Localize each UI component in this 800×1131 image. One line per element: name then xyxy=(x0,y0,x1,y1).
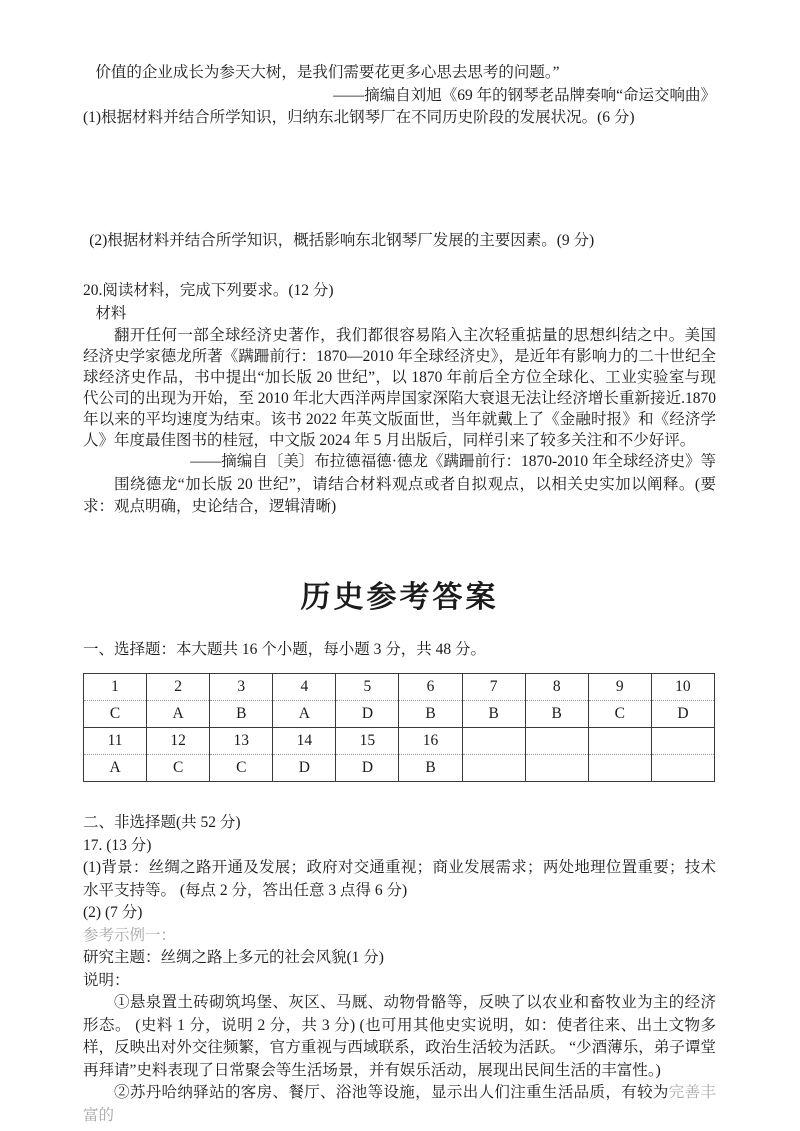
table-cell: 13 xyxy=(210,728,273,755)
mcq-section-heading: 一、选择题：本大题共 16 个小题，每小题 3 分，共 48 分。 xyxy=(83,640,487,658)
table-cell: 4 xyxy=(273,674,336,701)
table-cell xyxy=(588,728,651,755)
q17-point-2-main: ②苏丹哈纳驿站的客房、餐厅、浴池等设施，显示出人们注重生活品质，有较为 xyxy=(114,1084,669,1102)
table-cell xyxy=(651,755,714,782)
table-cell: 12 xyxy=(147,728,210,755)
table-cell: B xyxy=(399,701,462,728)
q17-label: 17. (13 分) xyxy=(83,836,152,854)
q20-task: 围绕德龙“加长版 20 世纪”，请结合材料观点或者自拟观点，以相关史实加以阐释。(要求：观点明确，史论结合，逻辑清晰) xyxy=(83,475,716,515)
q17-part1-answer: (1)背景：丝绸之路开通及发展；政府对交通重视；商业发展需求；两处地理位置重要；技术水平支持等。 (每点 2 分，答出任意 3 点得 6 分) xyxy=(83,859,716,899)
table-row-question-numbers-1-10 xyxy=(84,674,715,701)
question-19-section xyxy=(83,62,716,252)
table-cell: B xyxy=(210,701,273,728)
table-cell: C xyxy=(210,755,273,782)
table-row-question-numbers-11-16 xyxy=(84,728,715,755)
q20-material-label: 材料 xyxy=(95,304,127,322)
question-20-section xyxy=(83,280,716,519)
table-cell: 16 xyxy=(399,728,462,755)
q20-source-attribution: ——摘编自〔美〕布拉德福德·德龙《蹒跚前行：1870-2010 年全球经济史》等 xyxy=(190,453,716,470)
table-cell: B xyxy=(462,701,525,728)
table-cell: 8 xyxy=(525,674,588,701)
table-cell: D xyxy=(651,701,714,728)
q19-part1: (1)根据材料并结合所学知识，归纳东北钢琴厂在不同历史阶段的发展状况。(6 分) xyxy=(83,109,635,126)
mcq-answer-table xyxy=(83,673,715,782)
question-17-answers xyxy=(83,835,716,1128)
table-cell: 1 xyxy=(84,674,147,701)
table-cell: 2 xyxy=(147,674,210,701)
table-cell: D xyxy=(273,755,336,782)
q19-quote-line: 价值的企业成长为参天大树，是我们需要花更多心思去思考的问题。” xyxy=(95,64,560,81)
table-row-answers-11-16 xyxy=(84,755,715,782)
table-cell xyxy=(462,755,525,782)
table-cell xyxy=(651,728,714,755)
table-cell: 7 xyxy=(462,674,525,701)
q19-part2: (2)根据材料并结合所学知识，概括影响东北钢琴厂发展的主要因素。(9 分) xyxy=(89,231,595,249)
q17-point-1: ①悬泉置土砖砌筑坞堡、灰区、马厩、动物骨骼等，反映了以农业和畜牧业为主的经济形态。 (史料 1 分，说明 2 分，共 3 分) (也可用其他史实说明，如：使者往来、出土文物多样，反映出对外交往频繁，官方重视与西域联系，政治生活较为活跃。 “少酒薄乐，弟子谭堂再拜请”史料表现了日常聚会等生活场景，并有娱乐活动，展现出民间生活的丰富性。) xyxy=(83,994,716,1079)
q17-research-topic: 研究主题：丝绸之路上多元的社会风貌(1 分) xyxy=(83,949,384,967)
table-cell: 10 xyxy=(651,674,714,701)
frq-section-heading: 二、非选择题(共 52 分) xyxy=(83,814,241,832)
table-cell: 11 xyxy=(84,728,147,755)
table-cell: B xyxy=(399,755,462,782)
table-cell: C xyxy=(588,701,651,728)
answer-key-section xyxy=(83,577,716,1128)
q17-example-label: 参考示例一： xyxy=(83,926,177,944)
q20-material-paragraph: 翻开任何一部全球经济史著作，我们都很容易陷入主次轻重掂量的思想纠结之中。美国经济史学家德龙所著《蹒跚前行：1870—2010 年全球经济史》，是近年有影响力的二十世纪全球经济史作品，书中提出“加长版 20 世纪”，以 1870 年前后全方位全球化、工业实验室与现代公司的出现为开始，至 2010 年北大西洋两岸国家深陷大衰退无法让经济增长重新接近.1870 年以来的平均速度为结束。该书 2022 年英文版面世，当年就戴上了《金融时报》和《经济学人》年度最佳图书的桂冠，中文版 2024 年 5 月出版后，同样引来了较多关注和不少好评。 xyxy=(83,327,716,449)
table-cell xyxy=(525,755,588,782)
answer-key-title: 历史参考答案 xyxy=(300,580,499,614)
table-cell: 15 xyxy=(336,728,399,755)
table-cell: 14 xyxy=(273,728,336,755)
table-cell: C xyxy=(84,701,147,728)
q17-explain-label: 说明： xyxy=(83,971,130,989)
table-cell: A xyxy=(273,701,336,728)
table-cell xyxy=(462,728,525,755)
table-cell: B xyxy=(525,701,588,728)
q19-source-attribution: ——摘编自刘旭《69 年的钢琴老品牌奏响“命运交响曲》 xyxy=(333,86,716,104)
table-cell xyxy=(588,755,651,782)
table-cell: 3 xyxy=(210,674,273,701)
table-cell: A xyxy=(84,755,147,782)
q17-point-2-faded: 完善丰富的 xyxy=(83,1084,716,1124)
table-cell: 5 xyxy=(336,674,399,701)
table-cell: D xyxy=(336,755,399,782)
table-cell: D xyxy=(336,701,399,728)
table-cell xyxy=(525,728,588,755)
q17-part2-label: (2) (7 分) xyxy=(83,904,143,922)
table-cell: 9 xyxy=(588,674,651,701)
table-row-answers-1-10 xyxy=(84,701,715,728)
table-cell: A xyxy=(147,701,210,728)
q20-heading: 20.阅读材料，完成下列要求。(12 分) xyxy=(83,282,334,299)
table-cell: 6 xyxy=(399,674,462,701)
table-cell: C xyxy=(147,755,210,782)
q17-point-2 xyxy=(83,1082,716,1127)
